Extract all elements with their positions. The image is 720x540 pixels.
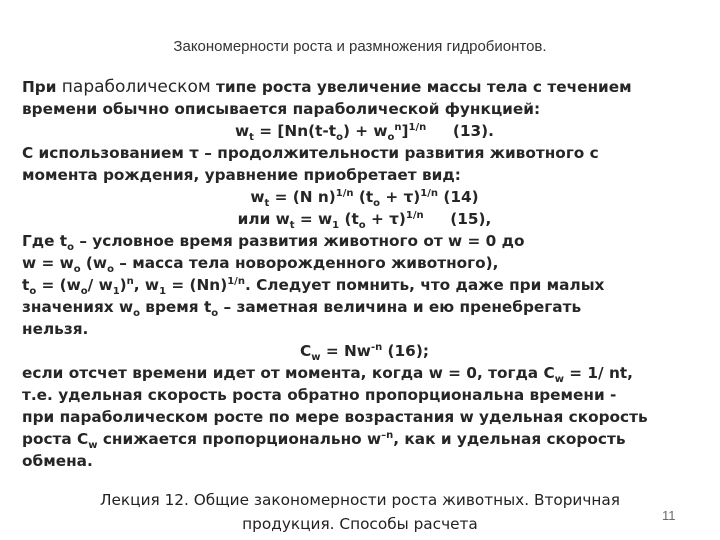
text-run: w = w [22,254,74,272]
equation-14 [22,186,707,208]
eq-part: + τ) [365,210,406,228]
text-run: – условное время развития животного от w = 0 до [74,232,525,250]
text-run: если отсчет времени идет от момента, когда w = 0, тогда C [22,364,555,382]
text-run: – масса тела новорожденного животного), [113,254,499,272]
superscript: –n [381,429,394,441]
eq-part: или w [237,210,290,228]
eq-part: w [250,188,265,206]
eq-subscript: w [311,352,321,364]
eq-part: C [300,342,312,360]
eq-subscript: t [249,132,254,144]
text-run: , w [133,276,160,294]
eq-number: (14) [438,188,479,206]
eq-superscript: -n [370,341,383,353]
equation-16 [22,340,707,362]
equation-15 [22,208,707,230]
superscript: n [126,275,134,287]
eq-part: = w [294,210,333,228]
subscript: o [211,308,219,320]
text-run: снижается пропорционально w [97,430,382,448]
body-line: нельзя. [22,320,89,338]
slide-footer [0,488,720,536]
slide-body [22,76,707,472]
eq-number: (13). [426,122,494,140]
text-run: . Следует помнить, что даже при малых [244,276,605,294]
subscript: o [67,242,74,254]
eq-subscript: t [289,220,295,232]
subscript: o [107,264,114,276]
text-run: – заметная величина и ею пренебрегать [218,298,582,316]
text-run-emphasis: параболическом [61,77,211,97]
eq-subscript: o [358,220,366,232]
text-run: роста C [22,430,89,448]
body-line: С использованием τ – продолжительности развития животного с [22,144,599,162]
eq-number: (16); [382,342,429,360]
text-run: = (Nn) [166,276,228,294]
body-line [22,362,707,384]
text-run: значениях w [22,298,134,316]
subscript: o [133,308,140,320]
footer-line: продукция. Способы расчета [242,515,478,533]
eq-subscript: o [336,132,343,144]
text-run: типе роста увеличение массы тела с течением [210,78,632,96]
body-line [22,230,707,252]
subscript: 1 [159,286,167,298]
eq-part: (t [339,210,359,228]
body-line: т.е. удельная скорость роста обратно пропорциональна времени - [22,386,617,404]
body-line [22,296,707,318]
eq-part: = Nw [320,342,371,360]
text-run: = 1/ nt, [563,364,633,382]
eq-superscript: 1/n [335,187,354,199]
body-line [22,428,707,450]
body-line: обмена. [22,452,93,470]
eq-part: + τ) [380,188,421,206]
slide-title: Закономерности роста и размножения гидробионтов. [173,38,547,55]
eq-subscript: o [373,198,381,210]
body-line: при параболическом росте по мере возрастания w удельная скорость [22,408,648,426]
eq-part: = (N n) [269,188,336,206]
equation-13 [22,120,707,142]
page-number: 11 [662,508,676,523]
eq-subscript: t [264,198,270,210]
superscript: 1/n [227,275,245,287]
body-line [22,252,707,274]
eq-subscript: 1 [332,220,340,232]
subscript: o [29,286,37,298]
text-run: При [22,78,62,96]
eq-part: w [235,122,250,140]
subscript: 1 [112,286,120,298]
text-run: Где t [22,232,68,250]
eq-part: = [Nn(t-t [253,122,337,140]
eq-subscript: o [387,132,395,144]
subscript: o [73,264,81,276]
subscript: w [88,440,98,452]
text-run: , как и удельная скорость [393,430,626,448]
subscript: w [554,374,564,386]
eq-superscript: n [394,121,402,133]
body-line: момента рождения, уравнение приобретает вид: [22,166,461,184]
text-run: ) [119,276,127,294]
eq-superscript: 1/n [408,121,427,133]
eq-number: (15), [423,210,492,228]
subscript: o [80,286,88,298]
body-line [22,76,707,98]
body-line: времени обычно описывается параболической функцией: [22,100,541,118]
eq-part: ) + w [342,122,388,140]
eq-superscript: 1/n [405,209,424,221]
text-run: / w [87,276,113,294]
footer-line: Лекция 12. Общие закономерности роста животных. Вторичная [100,491,620,509]
eq-part: ] [401,122,409,140]
text-run: время t [139,298,212,316]
eq-part: (t [353,188,374,206]
text-run: t [22,276,30,294]
text-run: = (w [36,276,81,294]
body-line [22,274,707,296]
text-run: (w [80,254,108,272]
eq-superscript: 1/n [420,187,438,199]
